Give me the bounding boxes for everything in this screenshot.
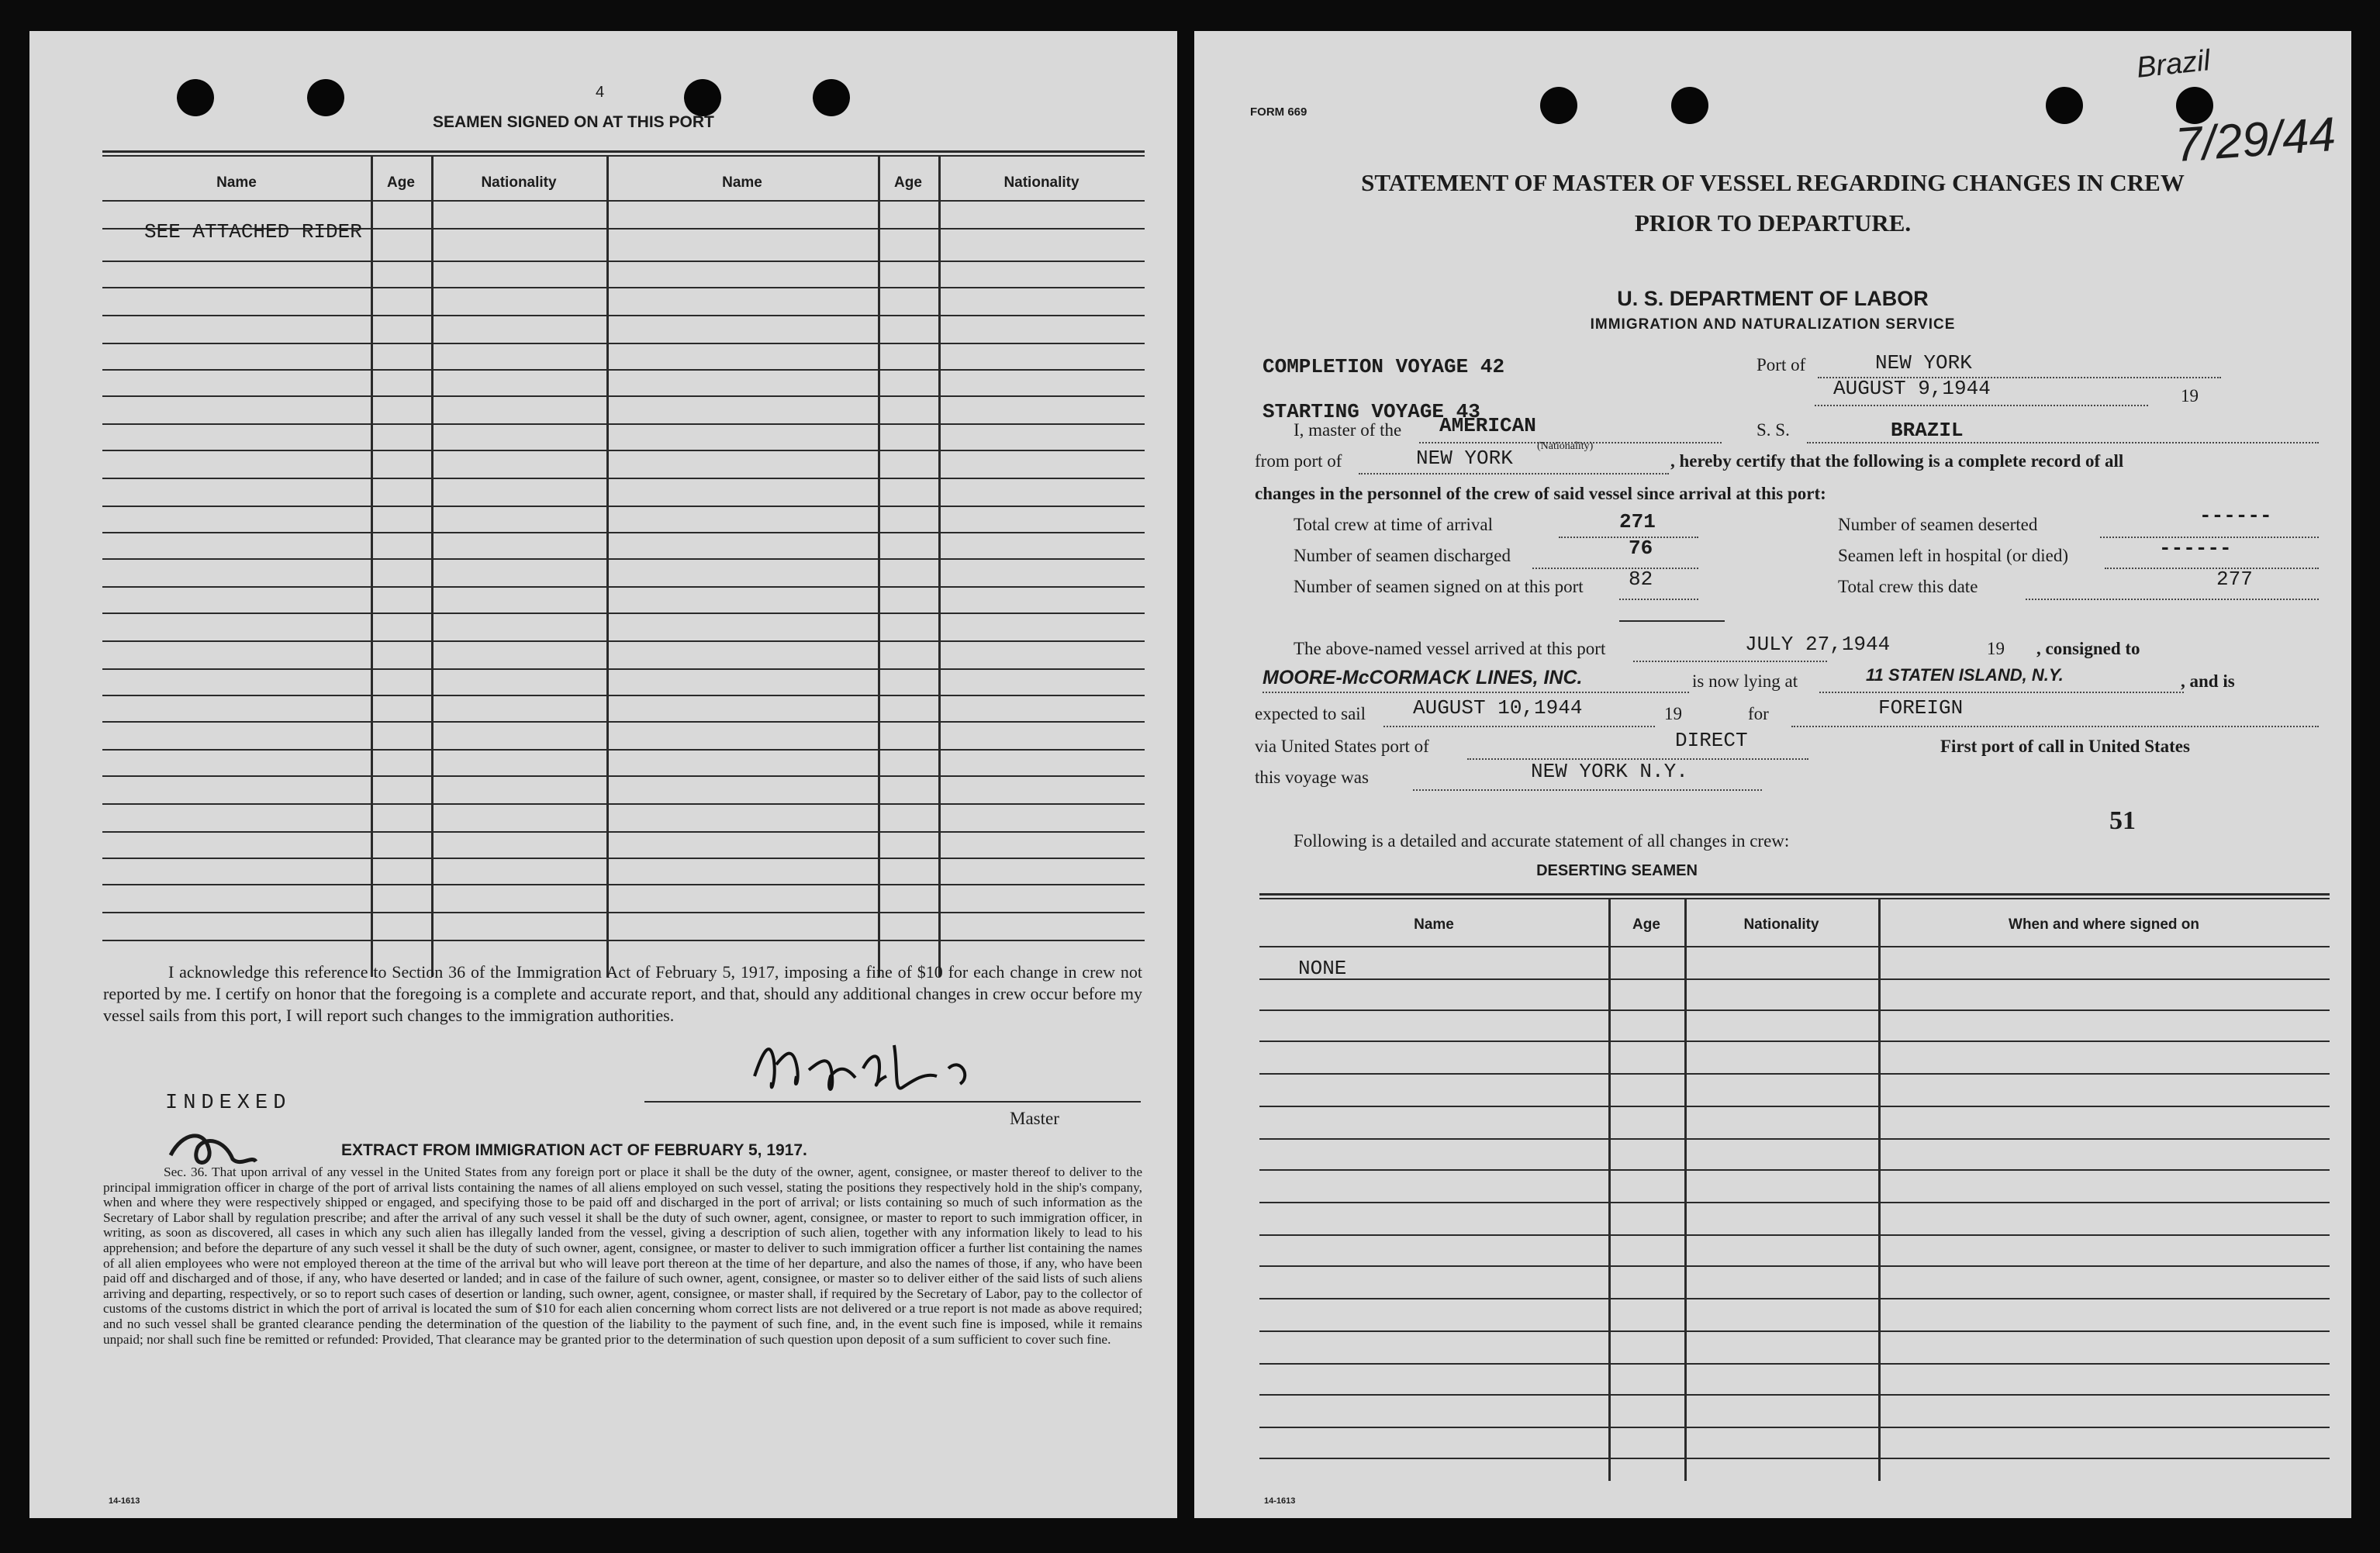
table-row-rule [102,803,1145,805]
changes-intro: Following is a detailed and accurate statement of all changes in crew: [1294,831,1790,851]
nationality-caption: (Nationality) [1537,440,1594,452]
table-row-rule [1259,1265,2330,1267]
punch-hole [813,79,850,116]
column-divider [878,155,880,977]
table-row-rule [1259,1458,2330,1459]
table-row-rule [102,423,1145,425]
consignee-field [1263,668,1689,693]
divider-rule [1619,620,1725,622]
voyage-was-statement: this voyage was [1255,768,1369,787]
arrived-statement: The above-named vessel arrived at this port [1294,639,1606,658]
expected-statement: expected to sail [1255,704,1366,723]
form-title-line1: STATEMENT OF MASTER OF VESSEL REGARDING CHANGES IN CREW [1361,169,2185,196]
port-of-value: NEW YORK [1875,351,1972,374]
left-footer-code: 14-1613 [109,1496,140,1506]
seamen-discharged-field [1532,544,1698,569]
table-row-rule [102,369,1145,371]
table-row-rule [102,749,1145,751]
total-crew-date-value: 277 [2216,568,2253,591]
form-title-line2: PRIOR TO DEPARTURE. [1634,209,1912,236]
table-row-rule [102,478,1145,479]
completion-voyage: COMPLETION VOYAGE 42 [1263,355,1505,378]
deserting-column-signed-on: When and where signed on [2009,916,2199,933]
table-row-rule [102,721,1145,723]
via-port-statement: via United States port of [1255,737,1429,756]
seamen-hospital-label: Seamen left in hospital (or died) [1838,546,2069,565]
sail-date-value: AUGUST 10,1944 [1413,696,1583,720]
total-crew-date-label: Total crew this date [1838,577,1978,596]
seamen-discharged-value: 76 [1629,537,1653,560]
initials-mark [163,1124,264,1171]
first-port-value: NEW YORK N.Y. [1531,760,1688,783]
table-row-rule [102,858,1145,859]
and-is-statement: , and is [2181,671,2235,691]
table-row-rule [1259,1073,2330,1075]
right-footer-code: 14-1613 [1264,1496,1296,1506]
destination-field [1791,702,2319,727]
first-port-statement: First port of call in United States [1940,737,2190,756]
deserting-none-entry: NONE [1298,957,1347,980]
table-row-rule [1259,978,2330,980]
deserting-column-age: Age [1632,916,1660,933]
total-crew-arrival-label: Total crew at time of arrival [1294,515,1494,534]
left-page [29,31,1177,1518]
for-label: for [1748,704,1769,723]
date-value: AUGUST 9,1944 [1833,377,1991,400]
column-header-nationality: Nationality [1003,174,1079,191]
arrived-date-value: JULY 27,1944 [1745,633,1891,656]
attached-rider-note: SEE ATTACHED RIDER [144,220,362,243]
seamen-deserted-value: ------ [2199,504,2272,527]
table-row-rule [102,315,1145,316]
table-row-rule [102,395,1145,397]
table-row-rule [102,775,1145,777]
table-row-rule [1259,1394,2330,1396]
seamen-hospital-value: ------ [2159,537,2232,560]
year-prefix: 19 [2181,386,2199,406]
consignee-value: MOORE-McCORMACK LINES, INC. [1263,667,1583,688]
table-row-rule [1259,1169,2330,1171]
left-table-title: SEAMEN SIGNED ON AT THIS PORT [433,113,714,131]
table-row-rule [1259,1202,2330,1203]
column-header-age: Age [894,174,922,191]
indexed-stamp: INDEXED [165,1092,292,1115]
department-name: U. S. DEPARTMENT OF LABOR [1617,287,1929,310]
form-number: FORM 669 [1250,105,1307,119]
right-page [1194,31,2351,1518]
from-port-value: NEW YORK [1416,447,1513,470]
changes-statement: changes in the personnel of the crew of said vessel since arrival at this port: [1255,484,1826,503]
table-row-rule [102,695,1145,696]
table-row-rule [102,261,1145,262]
punch-hole [1671,87,1708,124]
column-divider [938,155,941,977]
punch-hole [2046,87,2083,124]
table-row-rule [102,532,1145,533]
page-number: 4 [596,84,605,101]
via-port-value: DIRECT [1675,729,1748,752]
sail-year-prefix: 19 [1664,704,1682,723]
deserting-column-nationality: Nationality [1743,916,1819,933]
lying-at-statement: is now lying at [1692,671,1798,691]
table-row-rule [1259,1138,2330,1140]
master-signature [739,1022,1080,1107]
column-divider [371,155,373,977]
vessel-name-field [1807,419,2319,443]
table-row-rule [1259,1363,2330,1365]
acknowledgment-paragraph: I acknowledge this reference to Section 36 of the Immigration Act of February 5, 1917, imposing a fine of $10 for each change in crew not reported by me. I certify on honor that the foregoing is a complete and accurate report, and that, should any additional changes in crew occur before my vessel sails from this port, I will report such changes to the immigration authorities. [103,962,1142,1025]
table-row-rule [1259,1298,2330,1299]
table-row-rule [102,558,1145,560]
nationality-value: AMERICAN [1439,414,1536,437]
seamen-signed-label: Number of seamen signed on at this port [1294,577,1584,596]
seamen-deserted-label: Number of seamen deserted [1838,515,2038,534]
port-of-label: Port of [1757,355,1806,374]
table-top-rule [102,155,1145,157]
table-row-rule [1259,1234,2330,1236]
handwritten-date: 7/29/44 [2173,107,2338,173]
deserting-top-rule [1259,893,2330,896]
signature-label: Master [1010,1109,1059,1128]
arrived-year-prefix: 19 [1987,639,2005,658]
table-row-rule [102,668,1145,670]
table-row-rule [1259,1106,2330,1107]
deserting-top-rule [1259,898,2330,899]
punch-hole [1540,87,1577,124]
table-row-rule [1259,1330,2330,1332]
column-header-name: Name [216,174,257,191]
table-row-rule [102,450,1145,451]
column-divider [431,155,434,977]
table-row-rule [102,287,1145,288]
extract-title: EXTRACT FROM IMMIGRATION ACT OF FEBRUARY 5, 1917. [341,1141,807,1159]
table-row-rule [1259,946,2330,947]
lying-at-value: 11 STATEN ISLAND, N.Y. [1866,665,2064,685]
consigned-statement: , consigned to [2036,639,2140,658]
table-row-rule [102,640,1145,642]
table-row-rule [1259,1041,2330,1042]
punch-hole [684,79,721,116]
column-header-name: Name [722,174,762,191]
from-port-field [1359,450,1669,475]
total-crew-date-field [2026,575,2319,600]
vessel-name-value: BRAZIL [1891,419,1964,442]
seamen-signed-value: 82 [1629,568,1653,591]
table-row-rule [102,613,1145,614]
handwritten-note: Brazil [2135,44,2212,85]
punch-hole [177,79,214,116]
table-row-rule [102,912,1145,913]
destination-value: FOREIGN [1878,696,1964,720]
table-row-rule [102,586,1145,588]
ss-label: S. S. [1757,420,1790,440]
page-count: 51 [2109,806,2136,835]
extract-paragraph: Sec. 36. That upon arrival of any vessel in the United States from any foreign port or place it shall be the duty of the owner, agent, consignee, or master thereof to deliver to the principal immigration officer in charge of the port of arrival lists containing the names of all aliens employed on such vessel, stating the positions they respectively hold in the ship's company, when and where they were respectively shipped or engaged, and specifying those to be paid off and discharged in the port of arrival; or lists containing so much of such information as the Secretary of Labor shall by regulation prescribe; and after the arrival of any such vessel it shall be the duty of such owner, agent, consignee, or master to report to such immigration officer, in writing, as soon as discovered, all cases in which any such alien has illegally landed from the vessel, giving a description of such alien, together with any information likely to lead to his apprehension; and before the departure of any such vessel it shall be the duty of such owner, agent, consignee, or master to deliver to such immigration officer a further list containing the names of all alien employees who were not employed thereon at the time of the arrival but who will leave port thereon at the time of her departure, and also the names of those, if any, who have been paid off and discharged and of those, if any, who have deserted or landed; and in case of the failure of such owner, agent, consignee, or master so to deliver either of the said lists of such aliens arriving and departing, respectively, or so to report such cases of desertion or landing, such owner, agent, consignee, or master shall, if required by the Secretary of Labor, pay to the collector of customs of the customs district in which the port of arrival is located the sum of $10 for each alien concerning whom correct lists are not delivered or a true report is not made as above required; and no such vessel shall be granted clearance pending the determination of the question of the liability to the payment of such fine, and, in the event such fine is imposed, while it remains unpaid; nor shall such fine be remitted or refunded: Provided, That clearance may be granted prior to the determination of such question upon deposit of a sum sufficient to cover such fine. [103,1165,1142,1347]
table-row-rule [102,506,1145,507]
table-row-rule [1259,1009,2330,1011]
seamen-discharged-label: Number of seamen discharged [1294,546,1511,565]
table-top-rule [102,150,1145,153]
column-header-age: Age [387,174,415,191]
via-port-field [1467,735,1808,760]
service-name: IMMIGRATION AND NATURALIZATION SERVICE [1590,316,1956,333]
master-statement-label: I, master of the [1294,420,1402,440]
column-header-nationality: Nationality [481,174,557,191]
from-port-label: from port of [1255,451,1342,471]
date-field [1815,380,2148,406]
table-row-rule [102,940,1145,941]
table-row-rule [102,200,1145,202]
punch-hole [307,79,344,116]
table-row-rule [102,831,1145,833]
table-row-rule [102,884,1145,885]
column-divider [606,155,609,977]
deserting-column-name: Name [1414,916,1454,933]
certify-statement: , hereby certify that the following is a complete record of all [1670,451,2124,471]
signature-line [644,1101,1141,1103]
table-row-rule [102,343,1145,344]
starting-voyage: STARTING VOYAGE 43 [1263,400,1480,423]
total-crew-arrival-value: 271 [1619,510,1656,533]
table-row-rule [1259,1427,2330,1428]
deserting-title: DESERTING SEAMEN [1536,862,1698,879]
